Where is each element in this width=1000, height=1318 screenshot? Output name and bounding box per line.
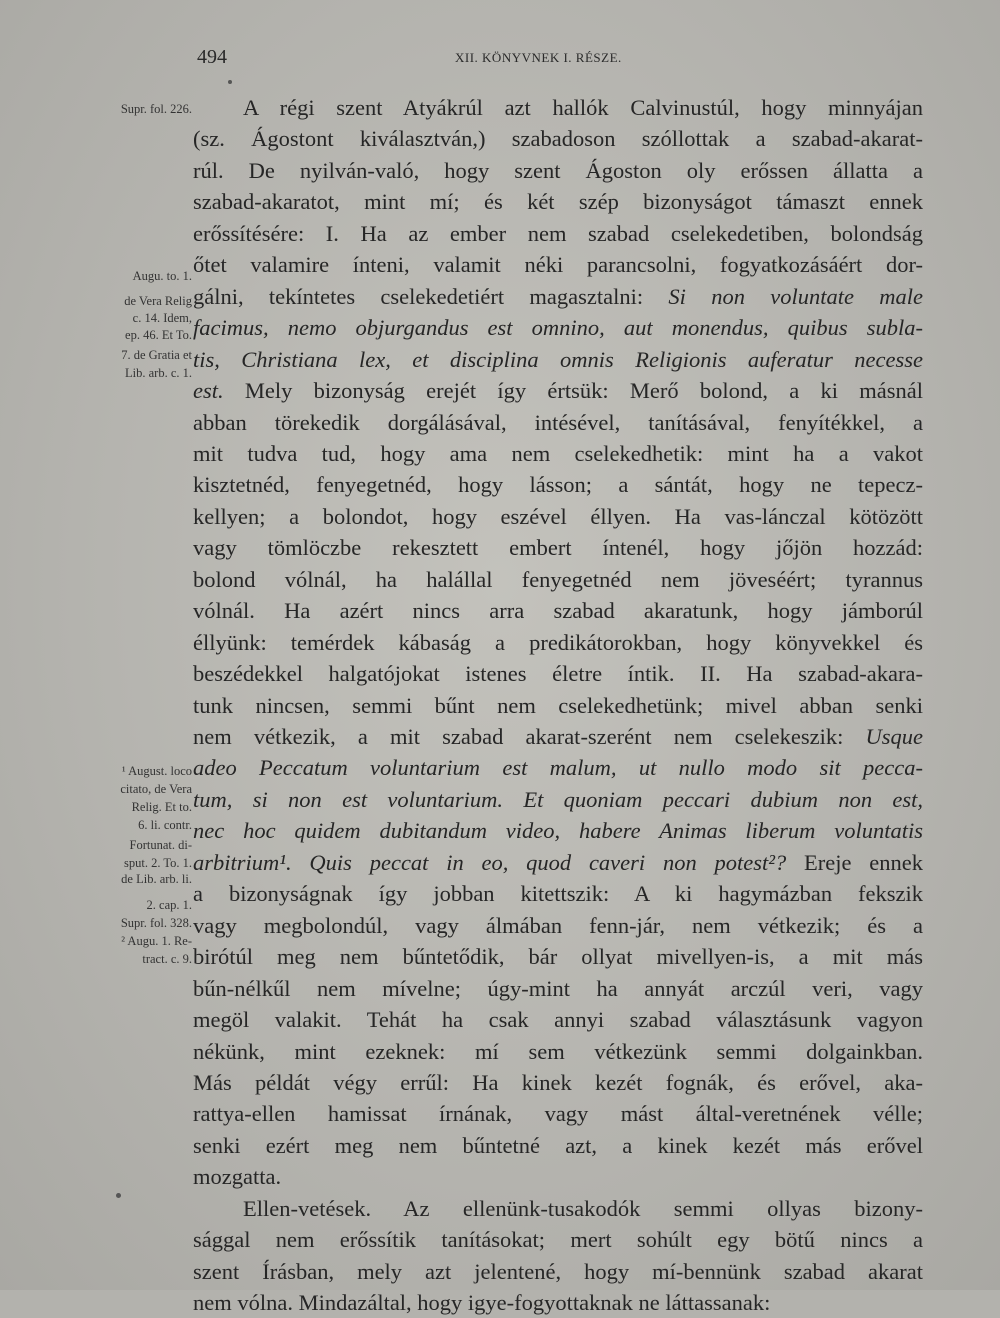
text-run: nem vólna. Mindazáltal, hogy igye-fogyottaknak ne láttassanak: bbox=[193, 1290, 771, 1316]
text-run: megöl valakit. Tehát ha csak annyi szabad választásunk vagyon bbox=[193, 1007, 923, 1033]
text-line bbox=[193, 376, 923, 406]
text-run: beszédekkel halgatójokat istenes életre íntik. II. Ha szabad-akara- bbox=[193, 661, 923, 687]
text-run: Ellen-vetések. Az ellenünk-tusakodók semmi ollyas bizony- bbox=[243, 1195, 923, 1221]
text-line bbox=[193, 313, 923, 343]
text-line bbox=[193, 1131, 923, 1161]
margin-note: de Lib. arb. li. bbox=[121, 872, 192, 886]
text-run: kellyen; a bolondot, hogy eszével éllyen. Ha vas-lánczal kötözött bbox=[193, 503, 923, 529]
text-run: Más példát végy errűl: Ha kinek kezét fognák, és erővel, aka- bbox=[193, 1069, 923, 1095]
text-line bbox=[193, 187, 923, 217]
margin-note: Supr. fol. 328. bbox=[120, 916, 192, 930]
print-speck bbox=[116, 1193, 121, 1198]
text-line bbox=[193, 691, 923, 721]
margin-note: ¹ August. loco bbox=[121, 764, 192, 778]
text-run: birótúl meg nem bűntetődik, bár ollyat mivellyen-is, a mit más bbox=[193, 944, 923, 970]
text-run: vagy megbolondúl, vagy álmában fenn-jár, nem vétkezik; és a bbox=[193, 912, 923, 938]
text-run: mozgatta. bbox=[193, 1164, 282, 1190]
text-line bbox=[193, 502, 923, 532]
text-line bbox=[243, 1194, 923, 1224]
text-line bbox=[193, 1005, 923, 1035]
latin-quote: arbitrium¹. Quis peccat in eo, quod caveri non potest²? bbox=[193, 849, 787, 875]
latin-quote: nec hoc quidem dubitandum video, habere Animas liberum voluntatis bbox=[193, 818, 923, 844]
text-run: rúl. De nyilván-való, hogy szent Ágoston oly erőssen állatta a bbox=[193, 157, 923, 183]
text-run: Ereje ennek bbox=[786, 849, 923, 875]
text-line bbox=[193, 1099, 923, 1129]
text-run: szabad-akaratot, mint mí; és két szép bizonyságot támaszt ennek bbox=[193, 189, 923, 215]
margin-note: Lib. arb. c. 1. bbox=[125, 366, 192, 380]
text-line bbox=[193, 816, 923, 846]
text-line bbox=[193, 596, 923, 626]
text-run: erőssítésére: I. Ha az ember nem szabad cselekedetiben, bolondság bbox=[193, 220, 923, 246]
text-run: sággal nem erőssítik tanításokat; mert sohúlt egy bötű nincs a bbox=[193, 1227, 923, 1253]
text-line bbox=[193, 628, 923, 658]
latin-quote: tis, Christiana lex, et disciplina omnis Religionis auferatur necesse bbox=[193, 346, 923, 372]
margin-note: Fortunat. di- bbox=[129, 838, 192, 852]
text-run: tunk nincsen, semmi bűnt nem cselekedhetünk; mivel abban senki bbox=[193, 692, 923, 718]
print-speck bbox=[228, 80, 232, 84]
text-run: gálni, tekíntetes cselekedetiért magasztalni: bbox=[193, 283, 669, 309]
text-line bbox=[193, 408, 923, 438]
latin-quote: adeo Peccatum voluntarium est malum, ut nullo modo sit pecca- bbox=[193, 755, 923, 781]
text-line bbox=[193, 1257, 923, 1287]
text-run: abban törekedik dorgálásával, intésével, tanításával, fenyítékkel, a bbox=[193, 409, 923, 435]
text-run: szent Írásban, mely azt jelentené, hogy mí-bennünk szabad akarat bbox=[193, 1258, 923, 1284]
latin-quote: est. bbox=[193, 378, 224, 404]
text-run: vólnál. Ha azért nincs arra szabad akaratunk, hogy jámborúl bbox=[193, 598, 923, 624]
margin-note: c. 14. Idem, bbox=[132, 311, 192, 325]
text-run: a bizonyságnak így jobban kitettszik: A ki hagymázban fekszik bbox=[193, 881, 923, 907]
latin-quote: facimus, nemo objurgandus est omnino, aut monendus, quibus subla- bbox=[193, 315, 923, 341]
text-run: bolond vólnál, ha halállal fenyegetnéd nem jöveséért; tyrannus bbox=[193, 566, 923, 592]
margin-note: ² Augu. 1. Re- bbox=[121, 934, 192, 948]
text-line bbox=[193, 250, 923, 280]
text-run: őtet valamire ínteni, valamit néki parancsolni, fogyatkozásáért dor- bbox=[193, 252, 923, 278]
text-run: kisztetnéd, fenyegetnéd, hogy lásson; a sántát, hogy ne tepecz- bbox=[193, 472, 923, 498]
text-line bbox=[193, 282, 923, 312]
text-line bbox=[193, 1225, 923, 1255]
text-line bbox=[193, 659, 923, 689]
text-line bbox=[193, 848, 923, 878]
margin-note: tract. c. 9. bbox=[142, 952, 192, 966]
text-line bbox=[193, 1162, 923, 1192]
text-run: vagy tömlöczbe rekesztett embert íntenél, hogy jőjön hozzád: bbox=[193, 535, 923, 561]
text-run: senki ezért meg nem bűntetné azt, a kinek kezét más erővel bbox=[193, 1132, 923, 1158]
text-line bbox=[193, 470, 923, 500]
text-line bbox=[193, 942, 923, 972]
text-run: nékünk, mint ezeknek: mí sem vétkezünk semmi dolgainkban. bbox=[193, 1038, 923, 1064]
text-line bbox=[193, 124, 923, 154]
text-line bbox=[193, 1037, 923, 1067]
page-header bbox=[0, 46, 1000, 76]
text-run: (sz. Ágostont kiválasztván,) szabadoson szóllottak a szabad-akarat- bbox=[193, 126, 923, 152]
text-line bbox=[193, 974, 923, 1004]
margin-note: de Vera Relig bbox=[124, 294, 192, 308]
margin-note: Relig. Et to. bbox=[131, 800, 192, 814]
margin-note: Supr. fol. 226. bbox=[120, 102, 192, 116]
text-line bbox=[193, 753, 923, 783]
latin-quote: Si non voluntate male bbox=[668, 283, 924, 309]
text-line bbox=[243, 93, 923, 123]
text-run: Mely bizonyság erejét így értsük: Merő bolond, a ki másnál bbox=[223, 378, 923, 404]
running-head: XII. KÖNYVNEK I. RÉSZE. bbox=[455, 50, 622, 65]
text-run: A régi szent Atyákrúl azt hallók Calvinustúl, hogy minnyájan bbox=[243, 95, 923, 120]
text-run: éllyünk: temérdek kábaság a predikátorokban, hogy könyvekkel és bbox=[193, 629, 923, 655]
text-line bbox=[193, 533, 923, 563]
text-run: nem vétkezik, a mit szabad akarat-szerént nem cselekeszik: bbox=[193, 724, 866, 749]
text-line bbox=[193, 1288, 923, 1318]
text-line bbox=[193, 156, 923, 186]
margin-note: 7. de Gratia et bbox=[121, 348, 192, 362]
text-line bbox=[193, 879, 923, 909]
margin-note: ep. 46. Et To. bbox=[125, 328, 192, 342]
text-line bbox=[193, 785, 923, 815]
text-line bbox=[193, 219, 923, 249]
text-line bbox=[193, 439, 923, 469]
text-line bbox=[193, 1068, 923, 1098]
latin-quote: Usque bbox=[865, 724, 923, 749]
margin-note: 6. li. contr. bbox=[138, 818, 192, 832]
margin-note: 2. cap. 1. bbox=[146, 898, 192, 912]
text-run: bűn-nélkűl nem mívelne; úgy-mint ha annyát arczúl veri, vagy bbox=[193, 975, 923, 1001]
margin-note: citato, de Vera bbox=[120, 782, 192, 796]
text-line bbox=[193, 722, 923, 752]
margin-note: Augu. to. 1. bbox=[132, 269, 192, 283]
text-line bbox=[193, 911, 923, 941]
text-run: mit tudva tud, hogy ama nem cselekedhetik: mint ha a vakot bbox=[193, 440, 923, 466]
text-line bbox=[193, 565, 923, 595]
latin-quote: tum, si non est voluntarium. Et quoniam peccari dubium non est, bbox=[193, 786, 923, 812]
text-line bbox=[193, 345, 923, 375]
text-run: rattya-ellen hamissat írnának, vagy mást által-veretnének vélle; bbox=[193, 1101, 923, 1127]
margin-note: sput. 2. To. 1. bbox=[124, 856, 192, 870]
page-number: 494 bbox=[197, 46, 227, 68]
